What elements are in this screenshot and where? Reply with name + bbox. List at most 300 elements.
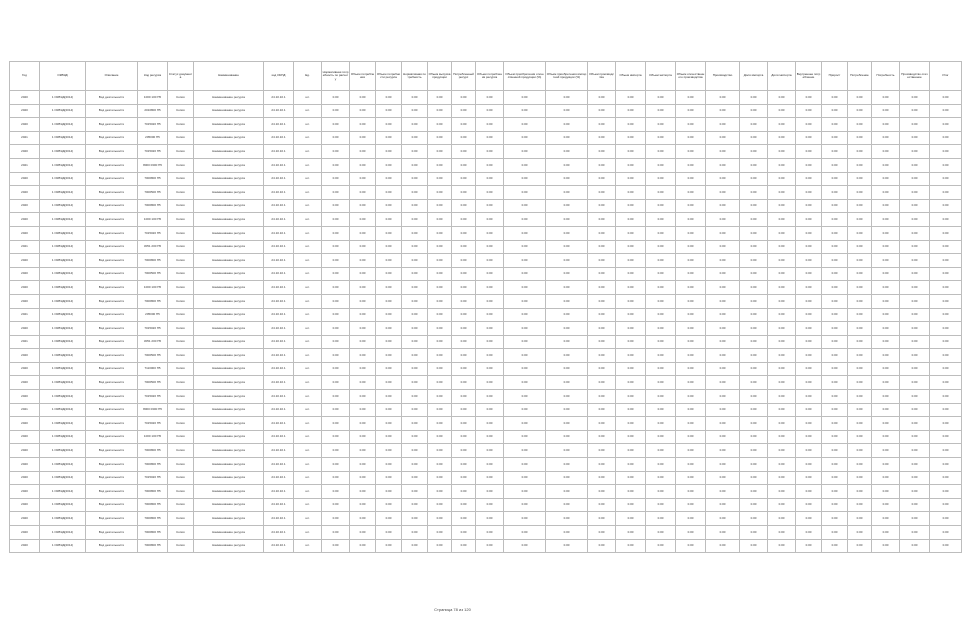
table-cell: 0.00 bbox=[768, 213, 796, 227]
table-cell: 0.00 bbox=[900, 213, 930, 227]
table-cell: 0.00 bbox=[376, 349, 402, 363]
table-cell: 0.00 bbox=[588, 498, 616, 512]
table-cell: 0.00 bbox=[376, 213, 402, 227]
table-cell: Копия bbox=[168, 213, 194, 227]
table-cell: 0.00 bbox=[900, 539, 930, 553]
table-cell: 2021 bbox=[10, 308, 40, 322]
table-cell: 1000 100 П5 bbox=[138, 430, 168, 444]
table-cell: 7000800 П5 bbox=[138, 294, 168, 308]
table-cell: 0.00 bbox=[616, 186, 646, 200]
table-cell: 0.00 bbox=[588, 376, 616, 390]
table-cell: 0.00 bbox=[676, 539, 706, 553]
table-cell: 1 ОКВЭД(2014) bbox=[40, 199, 86, 213]
table-cell: 0.00 bbox=[546, 322, 588, 336]
table-cell: 0.00 bbox=[872, 322, 900, 336]
table-cell: 0.00 bbox=[872, 308, 900, 322]
table-cell: Наименование ресурса bbox=[194, 444, 264, 458]
table-cell: 0.00 bbox=[376, 458, 402, 472]
table-cell: 0.00 bbox=[848, 104, 872, 118]
table-cell: 0.00 bbox=[930, 213, 962, 227]
table-cell: 0.00 bbox=[740, 512, 768, 526]
table-cell: Вид деятельности bbox=[86, 526, 138, 540]
table-cell: 205000 П5 bbox=[138, 308, 168, 322]
table-cell: 1 ОКВЭД(2014) bbox=[40, 322, 86, 336]
table-cell: шт. bbox=[294, 403, 322, 417]
table-cell: 0.00 bbox=[676, 390, 706, 404]
table-cell: 0.00 bbox=[822, 145, 848, 159]
table-cell: 0.00 bbox=[504, 512, 546, 526]
table-cell: Наименование ресурса bbox=[194, 91, 264, 105]
table-cell: 1 ОКВЭД(2014) bbox=[40, 349, 86, 363]
table-cell: 1 ОКВЭД(2014) bbox=[40, 526, 86, 540]
table-cell: Вид деятельности bbox=[86, 308, 138, 322]
table-cell: 0.00 bbox=[322, 349, 350, 363]
table-cell: 0.00 bbox=[402, 417, 428, 431]
table-cell: 0.00 bbox=[428, 458, 452, 472]
table-cell: 0.00 bbox=[676, 294, 706, 308]
table-cell: 0.00 bbox=[546, 91, 588, 105]
table-cell: Наименование ресурса bbox=[194, 281, 264, 295]
table-cell: Наименование ресурса bbox=[194, 417, 264, 431]
table-cell: 0.00 bbox=[588, 471, 616, 485]
table-cell: Наименование ресурса bbox=[194, 362, 264, 376]
table-cell: 0.00 bbox=[706, 199, 740, 213]
table-cell: 0.00 bbox=[796, 91, 822, 105]
table-cell: 0.00 bbox=[588, 458, 616, 472]
table-cell: 0.00 bbox=[848, 390, 872, 404]
table-cell: 0.00 bbox=[768, 199, 796, 213]
table-cell: 0.00 bbox=[706, 376, 740, 390]
table-cell: Копия bbox=[168, 471, 194, 485]
table-cell: 0.00 bbox=[428, 349, 452, 363]
table-cell: 0.00 bbox=[796, 512, 822, 526]
table-cell: 0.00 bbox=[322, 498, 350, 512]
table-cell: 0.00 bbox=[546, 240, 588, 254]
column-header: Объем отечественного производства bbox=[676, 62, 706, 91]
table-cell: 24.10.10.1 bbox=[264, 186, 294, 200]
table-row bbox=[10, 349, 962, 363]
table-cell: 0.00 bbox=[930, 118, 962, 132]
table-cell: 0.00 bbox=[376, 199, 402, 213]
table-cell: 24.10.10.1 bbox=[264, 512, 294, 526]
table-cell: 0.00 bbox=[452, 240, 476, 254]
table-cell: 0.00 bbox=[822, 322, 848, 336]
table-cell: 0.00 bbox=[616, 498, 646, 512]
table-cell: Копия bbox=[168, 362, 194, 376]
table-cell: 0.00 bbox=[428, 172, 452, 186]
table-cell: 0.00 bbox=[476, 512, 504, 526]
table-cell: 24.10.10.1 bbox=[264, 267, 294, 281]
table-cell: 0.00 bbox=[322, 471, 350, 485]
table-cell: 0.00 bbox=[930, 539, 962, 553]
table-cell: 0.00 bbox=[768, 131, 796, 145]
table-cell: 0.00 bbox=[930, 335, 962, 349]
table-cell: 0.00 bbox=[900, 349, 930, 363]
table-cell: 0.00 bbox=[796, 539, 822, 553]
table-cell: Вид деятельности bbox=[86, 471, 138, 485]
table-cell: 0.00 bbox=[322, 199, 350, 213]
table-cell: 0.00 bbox=[872, 254, 900, 268]
table-cell: 0.00 bbox=[588, 417, 616, 431]
table-cell: 0.00 bbox=[504, 430, 546, 444]
table-cell: 24.10.10.1 bbox=[264, 226, 294, 240]
table-cell: 0.00 bbox=[322, 430, 350, 444]
table-cell: 0.00 bbox=[546, 131, 588, 145]
table-cell: 0.00 bbox=[848, 526, 872, 540]
table-cell: 0.00 bbox=[822, 294, 848, 308]
table-cell: 0.00 bbox=[740, 199, 768, 213]
table-cell: 0.00 bbox=[402, 539, 428, 553]
table-cell: 0.00 bbox=[476, 376, 504, 390]
table-cell: 0.00 bbox=[616, 376, 646, 390]
table-cell: Наименование ресурса bbox=[194, 226, 264, 240]
table-cell: 0.00 bbox=[376, 145, 402, 159]
table-cell: 0.00 bbox=[930, 199, 962, 213]
table-cell: 1 ОКВЭД(2014) bbox=[40, 444, 86, 458]
table-cell: 0.00 bbox=[402, 91, 428, 105]
table-cell: 0.00 bbox=[428, 362, 452, 376]
table-cell: 0.00 bbox=[504, 458, 546, 472]
table-cell: 0.00 bbox=[706, 145, 740, 159]
table-cell: Наименование ресурса bbox=[194, 430, 264, 444]
table-cell: 0.00 bbox=[322, 362, 350, 376]
table-cell: 0.00 bbox=[676, 145, 706, 159]
table-cell: 0.00 bbox=[476, 417, 504, 431]
table-cell: Наименование ресурса bbox=[194, 172, 264, 186]
table-row bbox=[10, 267, 962, 281]
table-cell: 0.00 bbox=[822, 458, 848, 472]
table-cell: шт. bbox=[294, 294, 322, 308]
table-cell: 0.00 bbox=[504, 281, 546, 295]
table-cell: 0.00 bbox=[322, 254, 350, 268]
table-cell: 0.00 bbox=[452, 213, 476, 227]
table-cell: шт. bbox=[294, 390, 322, 404]
table-cell: 0.00 bbox=[646, 104, 676, 118]
table-cell: 0.00 bbox=[796, 498, 822, 512]
table-cell: 0.00 bbox=[646, 308, 676, 322]
table-cell: Копия bbox=[168, 512, 194, 526]
table-cell: 0.00 bbox=[768, 254, 796, 268]
table-cell: Копия bbox=[168, 199, 194, 213]
table-cell: Копия bbox=[168, 267, 194, 281]
table-cell: шт. bbox=[294, 186, 322, 200]
table-cell: 0.00 bbox=[768, 430, 796, 444]
table-cell: 0.00 bbox=[706, 131, 740, 145]
table-cell: 0.00 bbox=[768, 118, 796, 132]
table-cell: 0.00 bbox=[706, 240, 740, 254]
table-cell: 0.00 bbox=[322, 281, 350, 295]
table-cell: 0.00 bbox=[900, 376, 930, 390]
table-body bbox=[10, 91, 962, 553]
table-cell: 7000800 П5 bbox=[138, 458, 168, 472]
table-cell: Вид деятельности bbox=[86, 104, 138, 118]
table-cell: 0.00 bbox=[350, 226, 376, 240]
table-row bbox=[10, 362, 962, 376]
table-cell: 0.00 bbox=[706, 362, 740, 376]
table-cell: 0.00 bbox=[822, 362, 848, 376]
table-cell: 0.00 bbox=[376, 539, 402, 553]
table-cell: 0.00 bbox=[428, 254, 452, 268]
table-cell: 0.00 bbox=[872, 104, 900, 118]
table-row bbox=[10, 458, 962, 472]
table-cell: 0.00 bbox=[322, 145, 350, 159]
table-cell: шт. bbox=[294, 430, 322, 444]
table-cell: 0.00 bbox=[900, 145, 930, 159]
table-cell: шт. bbox=[294, 131, 322, 145]
table-cell: 2020 bbox=[10, 512, 40, 526]
table-cell: 0.00 bbox=[476, 349, 504, 363]
table-cell: Копия bbox=[168, 485, 194, 499]
table-cell: 0.00 bbox=[930, 158, 962, 172]
table-row bbox=[10, 322, 962, 336]
table-cell: 0.00 bbox=[402, 158, 428, 172]
table-cell: 0.00 bbox=[616, 512, 646, 526]
table-cell: 0.00 bbox=[616, 362, 646, 376]
table-cell: 0.00 bbox=[452, 254, 476, 268]
table-cell: 0.00 bbox=[930, 281, 962, 295]
table-cell: 0.00 bbox=[350, 512, 376, 526]
table-cell: 2021 bbox=[10, 335, 40, 349]
table-cell: 7000800 П5 bbox=[138, 512, 168, 526]
table-cell: 0.00 bbox=[616, 240, 646, 254]
table-cell: 0.00 bbox=[676, 213, 706, 227]
table-cell: 0.00 bbox=[616, 390, 646, 404]
table-cell: шт. bbox=[294, 322, 322, 336]
table-cell: Вид деятельности bbox=[86, 172, 138, 186]
table-cell: 0.00 bbox=[740, 498, 768, 512]
table-cell: Наименование ресурса bbox=[194, 158, 264, 172]
table-cell: 0.00 bbox=[428, 186, 452, 200]
table-cell: 3051 200 П5 bbox=[138, 335, 168, 349]
table-cell: 0.00 bbox=[588, 294, 616, 308]
table-cell: 0.00 bbox=[402, 335, 428, 349]
table-cell: 0.00 bbox=[796, 444, 822, 458]
table-cell: 1 ОКВЭД(2014) bbox=[40, 172, 86, 186]
table-cell: 0.00 bbox=[768, 104, 796, 118]
table-cell: 24.10.10.1 bbox=[264, 349, 294, 363]
table-cell: 0.00 bbox=[476, 335, 504, 349]
table-cell: 0.00 bbox=[476, 362, 504, 376]
table-cell: 0.00 bbox=[376, 526, 402, 540]
table-cell: Вид деятельности bbox=[86, 430, 138, 444]
table-cell: 0.00 bbox=[350, 267, 376, 281]
table-cell: 0.00 bbox=[676, 91, 706, 105]
table-cell: 0.00 bbox=[706, 294, 740, 308]
table-cell: 0.00 bbox=[740, 118, 768, 132]
table-cell: 0.00 bbox=[848, 118, 872, 132]
table-cell: 0.00 bbox=[504, 403, 546, 417]
table-cell: 0.00 bbox=[706, 172, 740, 186]
table-cell: 2020 bbox=[10, 322, 40, 336]
table-cell: 0.00 bbox=[848, 240, 872, 254]
table-cell: 0.00 bbox=[930, 294, 962, 308]
table-cell: 0.00 bbox=[428, 213, 452, 227]
table-cell: 24.10.10.1 bbox=[264, 118, 294, 132]
table-cell: 0.00 bbox=[768, 186, 796, 200]
table-cell: 0.00 bbox=[796, 226, 822, 240]
table-cell: 0.00 bbox=[676, 349, 706, 363]
table-cell: 0.00 bbox=[768, 226, 796, 240]
table-cell: 0.00 bbox=[676, 281, 706, 295]
table-cell: 0.00 bbox=[350, 390, 376, 404]
table-cell: 2020 bbox=[10, 186, 40, 200]
table-cell: 0.00 bbox=[930, 226, 962, 240]
table-cell: 0.00 bbox=[504, 417, 546, 431]
table-cell: 0.00 bbox=[848, 213, 872, 227]
table-cell: Копия bbox=[168, 145, 194, 159]
table-cell: 0.00 bbox=[428, 376, 452, 390]
table-cell: 0.00 bbox=[740, 104, 768, 118]
table-cell: 0.00 bbox=[822, 349, 848, 363]
table-cell: 0.00 bbox=[322, 512, 350, 526]
table-cell: 2020 bbox=[10, 349, 40, 363]
table-cell: 0.00 bbox=[872, 226, 900, 240]
table-cell: 0.00 bbox=[376, 254, 402, 268]
table-cell: 0.00 bbox=[740, 240, 768, 254]
table-cell: 1 ОКВЭД(2014) bbox=[40, 485, 86, 499]
table-cell: 0.00 bbox=[740, 294, 768, 308]
table-cell: 0.00 bbox=[322, 158, 350, 172]
table-cell: 0.00 bbox=[706, 512, 740, 526]
table-cell: 1000 100 П5 bbox=[138, 213, 168, 227]
table-cell: 0.00 bbox=[350, 172, 376, 186]
table-cell: 0.00 bbox=[822, 104, 848, 118]
table-cell: 0.00 bbox=[322, 186, 350, 200]
table-cell: 0.00 bbox=[848, 512, 872, 526]
table-cell: 0.00 bbox=[706, 444, 740, 458]
table-cell: 0.00 bbox=[900, 118, 930, 132]
table-cell: 0.00 bbox=[796, 390, 822, 404]
column-header: Объем потребления bbox=[350, 62, 376, 91]
table-cell: 0.00 bbox=[930, 376, 962, 390]
table-cell: Копия bbox=[168, 104, 194, 118]
table-cell: 0.00 bbox=[546, 281, 588, 295]
table-cell: Копия bbox=[168, 254, 194, 268]
table-cell: 0.00 bbox=[452, 512, 476, 526]
table-cell: 0.00 bbox=[740, 349, 768, 363]
table-cell: 0.00 bbox=[402, 526, 428, 540]
table-cell: 0.00 bbox=[676, 403, 706, 417]
table-cell: 0.00 bbox=[646, 485, 676, 499]
table-cell: 0.00 bbox=[476, 485, 504, 499]
table-cell: 0.00 bbox=[848, 335, 872, 349]
table-cell: 0.00 bbox=[376, 512, 402, 526]
table-cell: 0.00 bbox=[476, 539, 504, 553]
table-cell: 0.00 bbox=[402, 131, 428, 145]
table-cell: 0.00 bbox=[616, 308, 646, 322]
table-cell: 0.00 bbox=[546, 485, 588, 499]
table-cell: 0.00 bbox=[588, 322, 616, 336]
table-cell: 0.00 bbox=[848, 281, 872, 295]
table-cell: 0.00 bbox=[588, 158, 616, 172]
table-cell: 0.00 bbox=[676, 430, 706, 444]
table-cell: 0.00 bbox=[646, 240, 676, 254]
table-cell: 0.00 bbox=[646, 430, 676, 444]
table-cell: Вид деятельности bbox=[86, 512, 138, 526]
table-cell: 0.00 bbox=[768, 390, 796, 404]
table-cell: 0.00 bbox=[546, 254, 588, 268]
table-cell: 0.00 bbox=[504, 471, 546, 485]
table-cell: 0.00 bbox=[322, 539, 350, 553]
table-cell: 2020 bbox=[10, 390, 40, 404]
table-cell: 0.00 bbox=[740, 158, 768, 172]
table-cell: 0.00 bbox=[452, 118, 476, 132]
table-cell: 0.00 bbox=[504, 186, 546, 200]
table-cell: 0.00 bbox=[350, 526, 376, 540]
table-cell: 0.00 bbox=[402, 213, 428, 227]
table-cell: Вид деятельности bbox=[86, 322, 138, 336]
table-cell: 2020 bbox=[10, 213, 40, 227]
column-header: Объем приобретения импортной продукции (%) bbox=[546, 62, 588, 91]
table-cell: Наименование ресурса bbox=[194, 458, 264, 472]
table-cell: 24.10.10.1 bbox=[264, 403, 294, 417]
table-cell: Наименование ресурса bbox=[194, 240, 264, 254]
table-cell: 24.10.10.1 bbox=[264, 430, 294, 444]
table-cell: 0.00 bbox=[900, 308, 930, 322]
table-cell: 1 ОКВЭД(2014) bbox=[40, 539, 86, 553]
table-cell: 0.00 bbox=[452, 308, 476, 322]
table-cell: 0.00 bbox=[796, 294, 822, 308]
table-cell: Наименование ресурса bbox=[194, 471, 264, 485]
table-cell: 0.00 bbox=[476, 308, 504, 322]
table-cell: 0.00 bbox=[646, 322, 676, 336]
table-cell: 0.00 bbox=[646, 444, 676, 458]
table-cell: 0.00 bbox=[848, 91, 872, 105]
table-cell: 0.00 bbox=[546, 172, 588, 186]
table-cell: Копия bbox=[168, 390, 194, 404]
table-cell: 0.00 bbox=[900, 512, 930, 526]
table-cell: 0.00 bbox=[376, 240, 402, 254]
table-cell: 0.00 bbox=[376, 362, 402, 376]
table-cell: 0.00 bbox=[706, 186, 740, 200]
column-header: код ОКПД bbox=[264, 62, 294, 91]
table-cell: 0.00 bbox=[350, 240, 376, 254]
column-header: Доля импорта bbox=[740, 62, 768, 91]
table-cell: шт. bbox=[294, 172, 322, 186]
table-cell: 0.00 bbox=[616, 213, 646, 227]
table-cell: 0.00 bbox=[740, 444, 768, 458]
table-cell: Наименование ресурса bbox=[194, 498, 264, 512]
table-cell: 0.00 bbox=[768, 91, 796, 105]
table-cell: 7015020 П5 bbox=[138, 226, 168, 240]
table-cell: 0.00 bbox=[900, 335, 930, 349]
table-cell: 7015020 П5 bbox=[138, 390, 168, 404]
table-cell: 2021 bbox=[10, 158, 40, 172]
table-cell: 0.00 bbox=[900, 458, 930, 472]
table-cell: 0.00 bbox=[428, 240, 452, 254]
table-cell: 0.00 bbox=[706, 267, 740, 281]
table-cell: 0.00 bbox=[740, 213, 768, 227]
table-cell: 0.00 bbox=[796, 158, 822, 172]
table-cell: 0.00 bbox=[504, 104, 546, 118]
column-header: Ед. bbox=[294, 62, 322, 91]
table-row bbox=[10, 294, 962, 308]
table-cell: шт. bbox=[294, 362, 322, 376]
table-cell: 0.00 bbox=[452, 335, 476, 349]
table-cell: 24.10.10.1 bbox=[264, 335, 294, 349]
table-cell: Копия bbox=[168, 539, 194, 553]
table-cell: 0.00 bbox=[322, 444, 350, 458]
table-cell: 0.00 bbox=[350, 158, 376, 172]
table-cell: 0.00 bbox=[546, 145, 588, 159]
table-cell: 0.00 bbox=[616, 403, 646, 417]
table-cell: 0.00 bbox=[848, 226, 872, 240]
table-cell: 0.00 bbox=[706, 403, 740, 417]
table-cell: 24.10.10.1 bbox=[264, 104, 294, 118]
table-cell: 0.00 bbox=[740, 145, 768, 159]
table-cell: 0.00 bbox=[476, 267, 504, 281]
table-cell: 1 ОКВЭД(2014) bbox=[40, 254, 86, 268]
